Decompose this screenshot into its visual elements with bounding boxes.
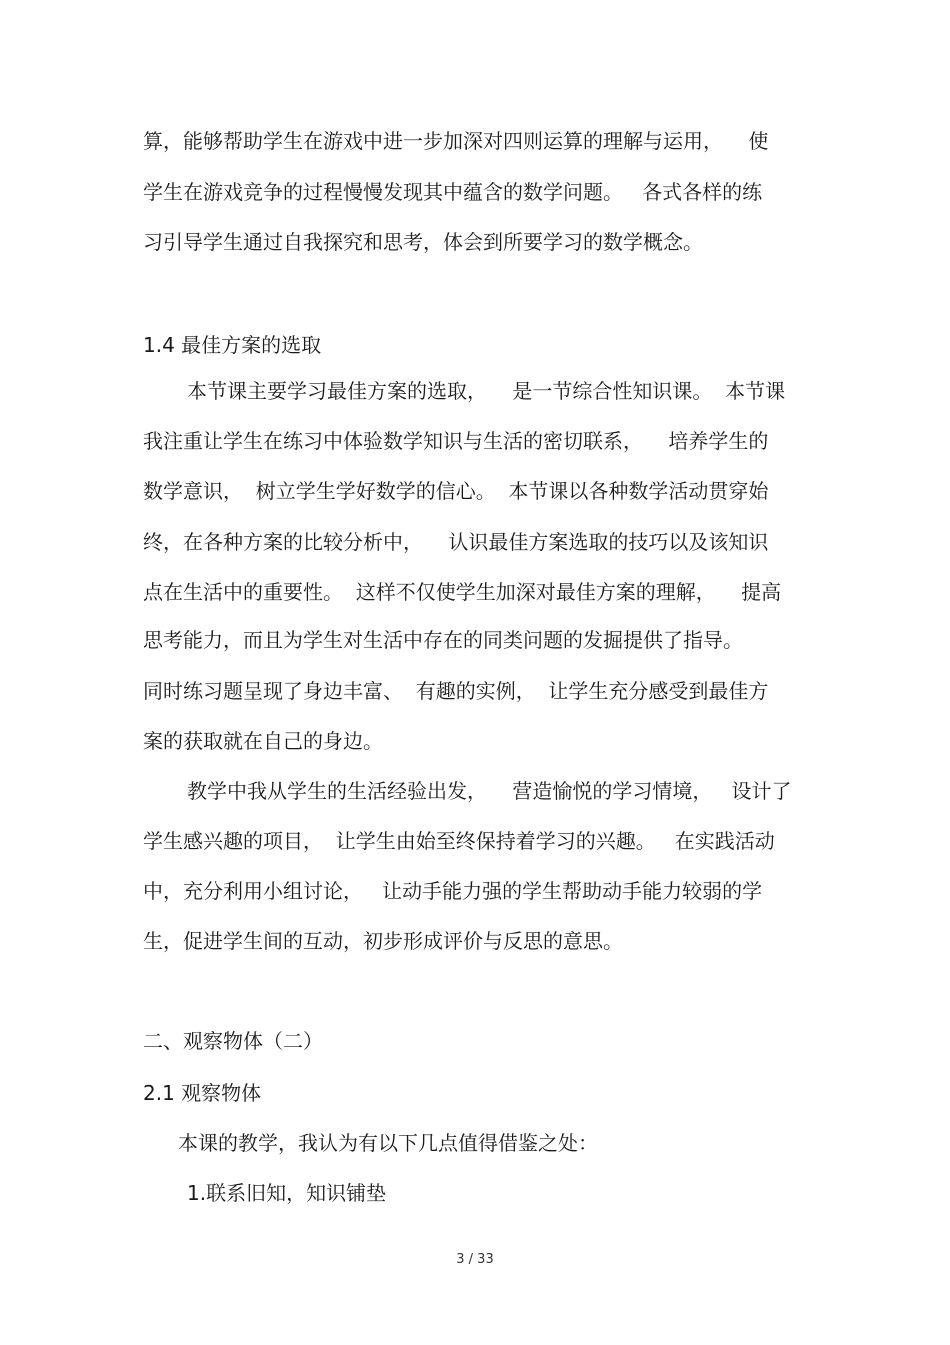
- body-text-line: 本课的教学，我认为有以下几点值得借鉴之处：: [178, 1131, 598, 1155]
- body-text-line: 算，能够帮助学生在游戏中进一步加深对四则运算的理解与运用， 使: [143, 129, 769, 153]
- body-text-line: 学生感兴趣的项目， 让学生由始至终保持着学习的兴趣。 在实践活动: [143, 829, 775, 853]
- body-text-line: 学生在游戏竞争的过程慢慢发现其中蕴含的数学问题。 各式各样的练: [143, 180, 763, 204]
- body-text-line: 我注重让学生在练习中体验数学知识与生活的密切联系， 培养学生的: [143, 429, 769, 453]
- section-heading: 2.1 观察物体: [143, 1081, 262, 1105]
- body-text-line: 数学意识， 树立学生学好数学的信心。 本节课以各种数学活动贯穿始: [143, 479, 769, 503]
- body-text-line: 本节课主要学习最佳方案的选取， 是一节综合性知识课。 本节课: [187, 379, 786, 403]
- body-text-line: 点在生活中的重要性。 这样不仅使学生加深对最佳方案的理解， 提高: [143, 580, 782, 604]
- body-text-line: 习引导学生通过自我探究和思考，体会到所要学习的数学概念。: [143, 230, 703, 254]
- chapter-heading: 二、观察物体（二）: [143, 1029, 323, 1053]
- body-text-line: 教学中我从学生的生活经验出发， 营造愉悦的学习情境， 设计了: [187, 779, 792, 803]
- section-heading: 1.4 最佳方案的选取: [143, 333, 322, 357]
- body-text-line: 案的获取就在自己的身边。: [143, 729, 383, 753]
- body-text-line: 思考能力，而且为学生对生活中存在的同类问题的发掘提供了指导。: [143, 628, 743, 652]
- body-text-line: 同时练习题呈现了身边丰富、 有趣的实例， 让学生充分感受到最佳方: [143, 679, 769, 703]
- list-item: 1.联系旧知，知识铺垫: [187, 1181, 387, 1205]
- body-text-line: 生，促进学生间的互动，初步形成评价与反思的意思。: [143, 929, 623, 953]
- page-indicator: 3 / 33: [456, 1252, 494, 1267]
- body-text-line: 中，充分利用小组讨论， 让动手能力强的学生帮助动手能力较弱的学: [143, 879, 763, 903]
- body-text-line: 终，在各种方案的比较分析中， 认识最佳方案选取的技巧以及该知识: [143, 530, 769, 554]
